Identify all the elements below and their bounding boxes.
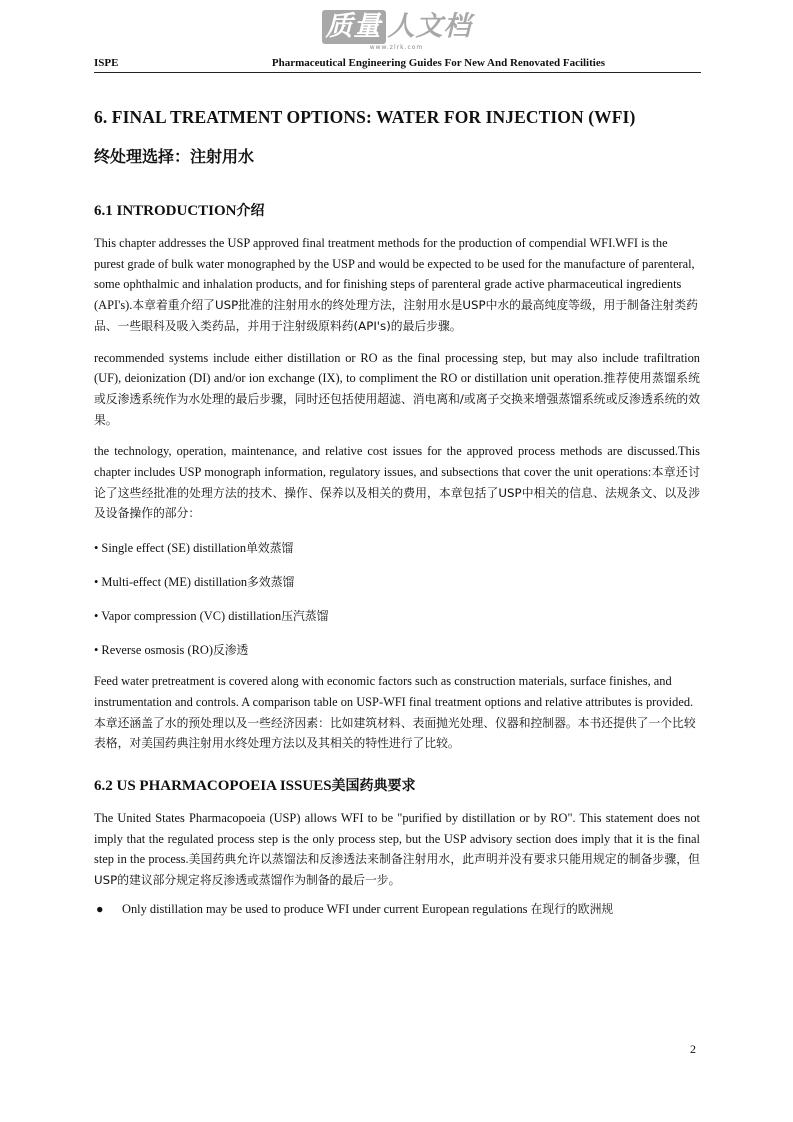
paragraph-intro-1	[94, 233, 700, 337]
section-heading-introduction-en: 6.1 INTRODUCTION	[94, 203, 237, 219]
paragraph-intro-2	[94, 348, 700, 431]
chapter-title-cn: 终处理选择：注射用水	[94, 147, 255, 166]
paragraph-usp-1-en: The United States Pharmacopoeia (USP) allows WFI to be "purified by distillation or by RO". This statement does not imply that the regulated process step is the only process step, but the USP advisory section does imply that it is the final step in the process.	[94, 810, 700, 867]
list-item-vapor-compression-en: • Vapor compression (VC) distillation	[94, 609, 282, 624]
paragraph-intro-2-cn: 推荐使用蒸馏系统或反渗透系统作为水处理的最后步骤，同时还包括使用超滤、消电离和/或离子交换来增强蒸馏系统或反渗透系统的效果。	[94, 371, 700, 427]
paragraph-intro-3	[94, 441, 700, 524]
list-item-multi-effect-en: • Multi-effect (ME) distillation	[94, 575, 248, 590]
paragraph-intro-1-en: This chapter addresses the USP approved final treatment methods for the production of compendial WFI.WFI is the purest grade of bulk water monographed by the USP and would be expected to be used for the manufacture of parenteral, some ophthalmic and inhalation products, and for finishing steps of parenteral grade active pharmaceutical ingredients (API's).	[94, 236, 695, 313]
section-heading-introduction	[94, 200, 700, 222]
paragraph-intro-4	[94, 671, 700, 754]
list-item-single-effect	[94, 538, 700, 558]
paragraph-intro-3-en: the technology, operation, maintenance, and relative cost issues for the approved process methods are discussed.This chapter includes USP monograph information, regulatory issues, and subsections that cover the unit operations:	[94, 444, 700, 480]
list-item-multi-effect	[94, 572, 700, 592]
list-item-european-regulations	[94, 899, 700, 919]
watermark-title-first: 质量	[322, 10, 386, 44]
paragraph-intro-2-en: recommended systems include either distillation or RO as the final processing step, but may also include trafiltration (UF), deionization (DI) and/or ion exchange (IX), to compliment the RO or distillation unit operation.	[94, 350, 700, 386]
paragraph-intro-4-cn: 本章还涵盖了水的预处理以及一些经济因素：比如建筑材料、表面抛光处理、仪器和控制器。本书还提供了一个比较表格，对美国药典注射用水终处理方法以及其相关的特性进行了比较。	[94, 715, 696, 751]
list-item-single-effect-cn: 单效蒸馏	[246, 541, 294, 556]
paragraph-usp-1-cn: 美国药典允许以蒸馏法和反渗透法来制备注射用水，此声明并没有要求只能用规定的制备步骤，但USP的建议部分规定将反渗透或蒸馏作为制备的最后一步。	[94, 852, 700, 888]
list-item-reverse-osmosis-cn: 反渗透	[212, 643, 249, 658]
list-item-european-regulations-en: Only distillation may be used to produce WFI under current European regulations	[122, 901, 528, 916]
watermark-logo	[0, 10, 793, 54]
header-right: Pharmaceutical Engineering Guides For New And Renovated Facilities	[271, 57, 605, 69]
bullet-dot-icon: ●	[96, 901, 104, 916]
chapter-title-en: 6. FINAL TREATMENT OPTIONS: WATER FOR INJECTION (WFI)	[94, 107, 636, 127]
paragraph-intro-4-en: Feed water pretreatment is covered along with economic factors such as construction materials, surface finishes, and instrumentation and controls. A comparison table on USP-WFI final treatment options and relative attributes is provided.	[94, 674, 694, 709]
section-heading-usp-issues-en: 6.2 US PHARMACOPOEIA ISSUES	[94, 777, 332, 794]
section-heading-introduction-cn: 介绍	[236, 203, 265, 219]
watermark-title	[322, 10, 472, 44]
list-item-vapor-compression-cn: 压汽蒸馏	[281, 609, 329, 624]
list-item-vapor-compression	[94, 606, 700, 626]
page-header	[94, 56, 701, 73]
section-heading-usp-issues-cn: 美国药典要求	[331, 777, 416, 794]
watermark-title-rest: 人文档	[387, 11, 472, 42]
section-heading-usp-issues	[94, 775, 700, 797]
document-body	[94, 104, 700, 919]
paragraph-intro-1-cn: 本章着重介绍了USP批准的注射用水的终处理方法，注射用水是USP中水的最高纯度等级，用于制备注射类药品、一些眼科及吸入类药品，并用于注射级原料药(API's)的最后步骤。	[94, 298, 698, 333]
paragraph-intro-3-cn: 本章还讨论了这些经批准的处理方法的技术、操作、保养以及相关的费用，本章包括了USP中相关的信息、法规条文、以及涉及设备操作的部分：	[94, 465, 700, 521]
list-item-reverse-osmosis	[94, 640, 700, 660]
list-item-reverse-osmosis-en: • Reverse osmosis (RO)	[94, 643, 213, 658]
list-item-single-effect-en: • Single effect (SE) distillation	[94, 541, 247, 556]
page-number: 2	[690, 1042, 696, 1056]
header-left: ISPE	[94, 57, 119, 69]
list-item-european-regulations-cn: 在现行的欧洲规	[530, 901, 614, 916]
paragraph-usp-1	[94, 808, 700, 891]
list-item-multi-effect-cn: 多效蒸馏	[247, 575, 295, 590]
watermark-subtitle: www.zlrk.com	[369, 44, 424, 51]
